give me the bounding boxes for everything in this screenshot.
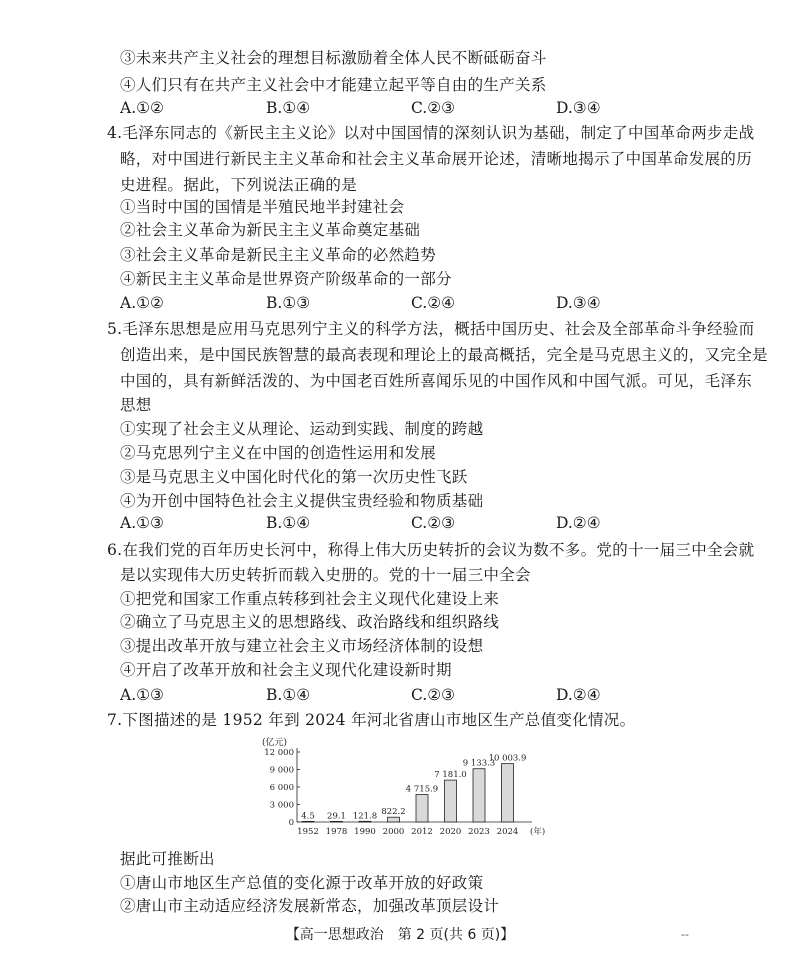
option-a[interactable]: A.①③ (120, 686, 164, 704)
q6-stem-1: 6.在我们党的百年历史长河中，称得上伟大历史转折的会议为数不多。党的十一届三中全会就 (107, 541, 755, 559)
q5-stem-4: 思想 (120, 396, 152, 414)
q4-item-2: ②社会主义革命为新民主主义革命奠定基础 (120, 221, 421, 239)
gdp-bar-chart-svg (250, 732, 550, 842)
data-label: 4.5 (301, 811, 315, 822)
data-label: 822.2 (381, 807, 406, 818)
page-footer: 【高一思想政治 第 2 页(共 6 页)】 (285, 927, 515, 943)
x-tick-label: 2012 (411, 827, 433, 837)
x-tick-label: 2000 (382, 827, 405, 837)
x-tick-label: 2020 (439, 827, 462, 837)
y-tick-label: 12 000 (264, 748, 294, 758)
x-axis-label: (年) (530, 827, 546, 837)
q7-after-3: ②唐山市主动适应经济发展新常态，加强改革顶层设计 (120, 897, 500, 915)
option-d[interactable]: D.③④ (556, 294, 601, 312)
option-a[interactable]: A.①② (120, 294, 164, 312)
q4-item-3: ③社会主义革命是新民主主义革命的必然趋势 (120, 246, 437, 264)
bar (302, 821, 314, 822)
q3-item-4: ④人们只有在共产主义社会中才能建立起平等自由的生产关系 (120, 76, 547, 94)
option-a[interactable]: A.①③ (120, 514, 164, 532)
x-tick-label: 1952 (297, 827, 319, 837)
data-label: 9 133.3 (462, 758, 496, 769)
q7-after-2: ①唐山市地区生产总值的变化源于改革开放的好政策 (120, 874, 484, 892)
data-label: 121.8 (352, 811, 378, 822)
option-d[interactable]: D.②④ (556, 514, 601, 532)
q4-stem-3: 史进程。据此，下列说法正确的是 (120, 176, 358, 194)
option-c[interactable]: C.②④ (411, 294, 456, 312)
option-b[interactable]: B.①④ (266, 514, 311, 532)
q6-item-2: ②确立了马克思主义的思想路线、政治路线和组织路线 (120, 613, 500, 631)
option-d[interactable]: D.②④ (556, 686, 601, 704)
q5-item-4: ④为开创中国特色社会主义提供宝贵经验和物质基础 (120, 492, 484, 510)
bar (502, 764, 514, 822)
y-tick-label: 9 000 (269, 765, 294, 776)
bar (473, 769, 485, 822)
q5-item-2: ②马克思列宁主义在中国的创造性运用和发展 (120, 444, 437, 462)
q4-item-4: ④新民主主义革命是世界资产阶级革命的一部分 (120, 270, 452, 288)
q6-stem-2: 是以实现伟大历史转折而载入史册的。党的十一届三中全会 (120, 566, 531, 584)
x-tick-label: 1990 (354, 827, 376, 837)
bar (331, 821, 343, 822)
q6-item-4: ④开启了改革开放和社会主义现代化建设新时期 (120, 661, 452, 679)
option-d[interactable]: D.③④ (556, 99, 601, 117)
q7-stem: 7.下图描述的是 1952 年到 2024 年河北省唐山市地区生产总值变化情况。 (107, 711, 636, 729)
y-tick-label: 3 000 (269, 800, 294, 811)
data-label: 7 181.0 (434, 770, 467, 781)
data-label: 29.1 (327, 811, 346, 822)
option-c[interactable]: C.②③ (411, 686, 456, 704)
bar (359, 821, 371, 822)
q6-item-1: ①把党和国家工作重点转移到社会主义现代化建设上来 (120, 590, 500, 608)
corner-mark: -- (681, 928, 689, 941)
q5-stem-3: 中国的，具有新鲜活泼的、为中国老百姓所喜闻乐见的中国作风和中国气派。可见，毛泽东 (120, 372, 753, 390)
q5-item-3: ③是马克思主义中国化时代化的第一次历史性飞跃 (120, 468, 468, 486)
option-c[interactable]: C.②③ (411, 514, 456, 532)
q4-stem-2: 略，对中国进行新民主主义革命和社会主义革命展开论述，清晰地揭示了中国革命发展的历 (120, 150, 753, 168)
option-c[interactable]: C.②③ (411, 99, 456, 117)
q4-stem-1: 4.毛泽东同志的《新民主主义论》以对中国国情的深刻认识为基础，制定了中国革命两步走战 (107, 124, 755, 142)
q6-item-3: ③提出改革开放与建立社会主义市场经济体制的设想 (120, 637, 484, 655)
data-label: 4 715.9 (405, 784, 439, 795)
option-b[interactable]: B.①④ (266, 686, 311, 704)
y-axis-label: (亿元) (262, 738, 288, 748)
x-tick-label: 2024 (496, 827, 519, 837)
q5-item-1: ①实现了社会主义从理论、运动到实践、制度的跨越 (120, 420, 484, 438)
bar (388, 817, 400, 822)
gdp-bar-chart (250, 732, 550, 842)
bar (416, 794, 428, 822)
data-label: 10 003.9 (488, 753, 527, 764)
q3-item-3: ③未来共产主义社会的理想目标激励着全体人民不断砥砺奋斗 (120, 49, 547, 67)
option-b[interactable]: B.①③ (266, 294, 311, 312)
bar (445, 780, 457, 822)
q7-after-1: 据此可推断出 (120, 850, 215, 868)
q4-item-1: ①当时中国的国情是半殖民地半封建社会 (120, 198, 405, 216)
option-a[interactable]: A.①② (120, 99, 164, 117)
q5-stem-1: 5.毛泽东思想是应用马克思列宁主义的科学方法，概括中国历史、社会及全部革命斗争经验而 (107, 320, 755, 338)
y-tick-label: 0 (288, 818, 294, 828)
x-tick-label: 2023 (468, 827, 490, 837)
y-tick-label: 6 000 (269, 783, 294, 793)
q5-stem-2: 创造出来，是中国民族智慧的最高表现和理论上的最高概括，完全是马克思主义的，又完全是 (120, 346, 768, 364)
option-b[interactable]: B.①④ (266, 99, 311, 117)
x-tick-label: 1978 (325, 827, 348, 837)
